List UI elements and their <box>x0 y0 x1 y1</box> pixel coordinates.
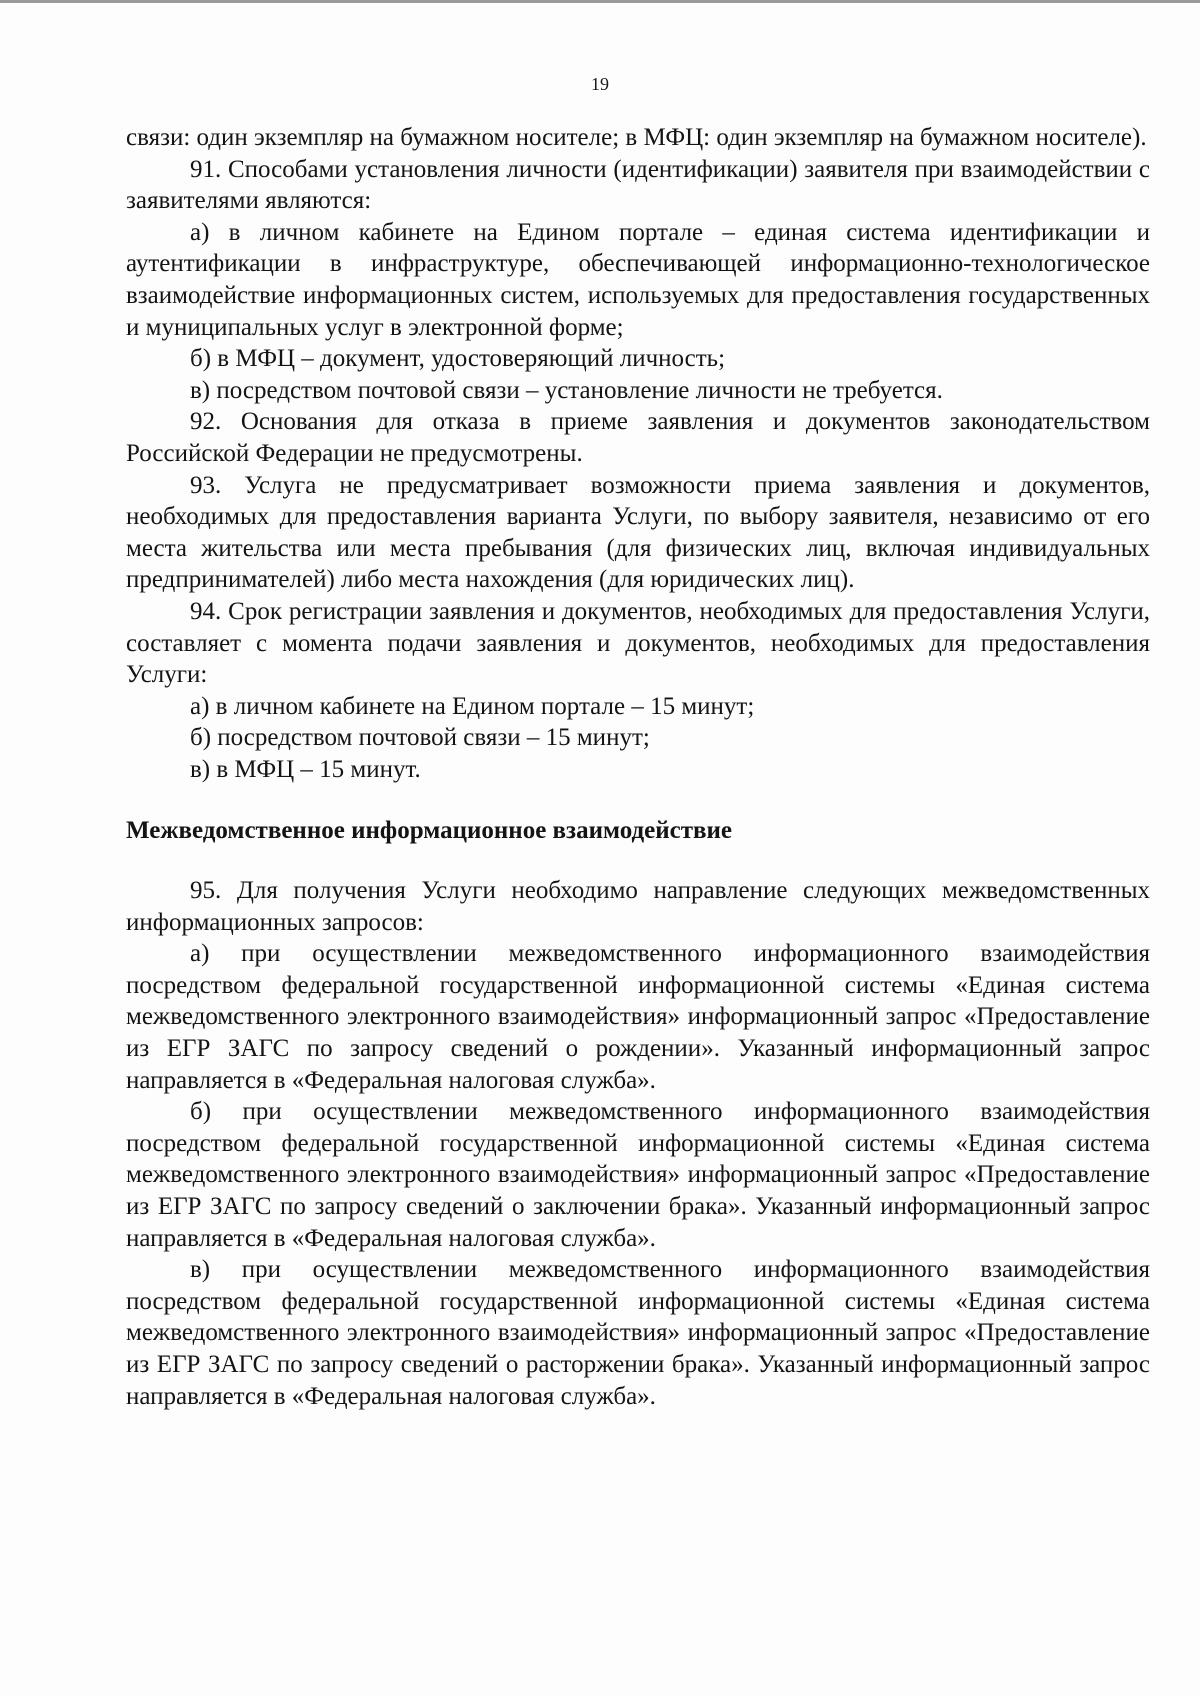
page-number: 19 <box>591 74 609 94</box>
paragraph-91-b: б) в МФЦ – документ, удостоверяющий личность; <box>190 345 726 373</box>
paragraph-94-v: в) в МФЦ – 15 минут. <box>190 755 421 783</box>
paragraph-95-b: б) при осуществлении межведомственного информационного взаимодействия посредством федеральной государственной информационной системы «Единая система межведомственного электронного взаимодействия» информационный запрос «Предоставление из ЕГР ЗАГС по запросу сведений о заключении брака». Указанный информационный запрос направляется в «Федеральная налоговая служба». <box>126 1098 1150 1252</box>
page-top-edge <box>0 0 1200 3</box>
paragraph-95-a: а) при осуществлении межведомственного информационного взаимодействия посредством федеральной государственной информационной системы «Единая система межведомственного электронного взаимодействия» информационный запрос «Предоставление из ЕГР ЗАГС по запросу сведений о рождении». Указанный информационный запрос направляется в «Федеральная налоговая служба». <box>126 940 1150 1094</box>
paragraph-94-b: б) посредством почтовой связи – 15 минут; <box>190 724 650 752</box>
paragraph-95: 95. Для получения Услуги необходимо направление следующих межведомственных информационных запросов: <box>126 877 1150 936</box>
paragraph-92: 92. Основания для отказа в приеме заявления и документов законодательством Российской Федерации не предусмотрены. <box>126 408 1150 467</box>
paragraph-94: 94. Срок регистрации заявления и документов, необходимых для предоставления Услуги, составляет с момента подачи заявления и документов, необходимых для предоставления Услуги: <box>126 597 1150 689</box>
paragraph-continuation: связи: один экземпляр на бумажном носителе; в МФЦ: один экземпляр на бумажном носителе). <box>126 124 1147 151</box>
paragraph-95-v: в) при осуществлении межведомственного информационного взаимодействия посредством федеральной государственной информационной системы «Единая система межведомственного электронного взаимодействия» информационный запрос «Предоставление из ЕГР ЗАГС по запросу сведений о расторжении брака». Указанный информационный запрос направляется в «Федеральная налоговая служба». <box>126 1256 1150 1410</box>
paragraph-94-a: а) в личном кабинете на Едином портале – 15 минут; <box>190 692 755 720</box>
paragraph-93: 93. Услуга не предусматривает возможности приема заявления и документов, необходимых для предоставления варианта Услуги, по выбору заявителя, независимо от его места жительства или места пребывания (для физических лиц, включая индивидуальных предпринимателей) либо места нахождения (для юридических лиц). <box>126 471 1150 594</box>
paragraph-91-a: а) в личном кабинете на Едином портале – единая система идентификации и аутентификации в инфраструктуре, обеспечивающей информационно-технологическое взаимодействие информационных систем, используемых для предоставления государственных и муниципальных услуг в электронной форме; <box>126 218 1150 341</box>
section-heading: Межведомственное информационное взаимодействие <box>126 817 732 845</box>
paragraph-91: 91. Способами установления личности (идентификации) заявителя при взаимодействии с заявителями являются: <box>126 155 1150 215</box>
paragraph-91-v: в) посредством почтовой связи – установление личности не требуется. <box>190 376 943 404</box>
document-body <box>126 122 1150 1412</box>
